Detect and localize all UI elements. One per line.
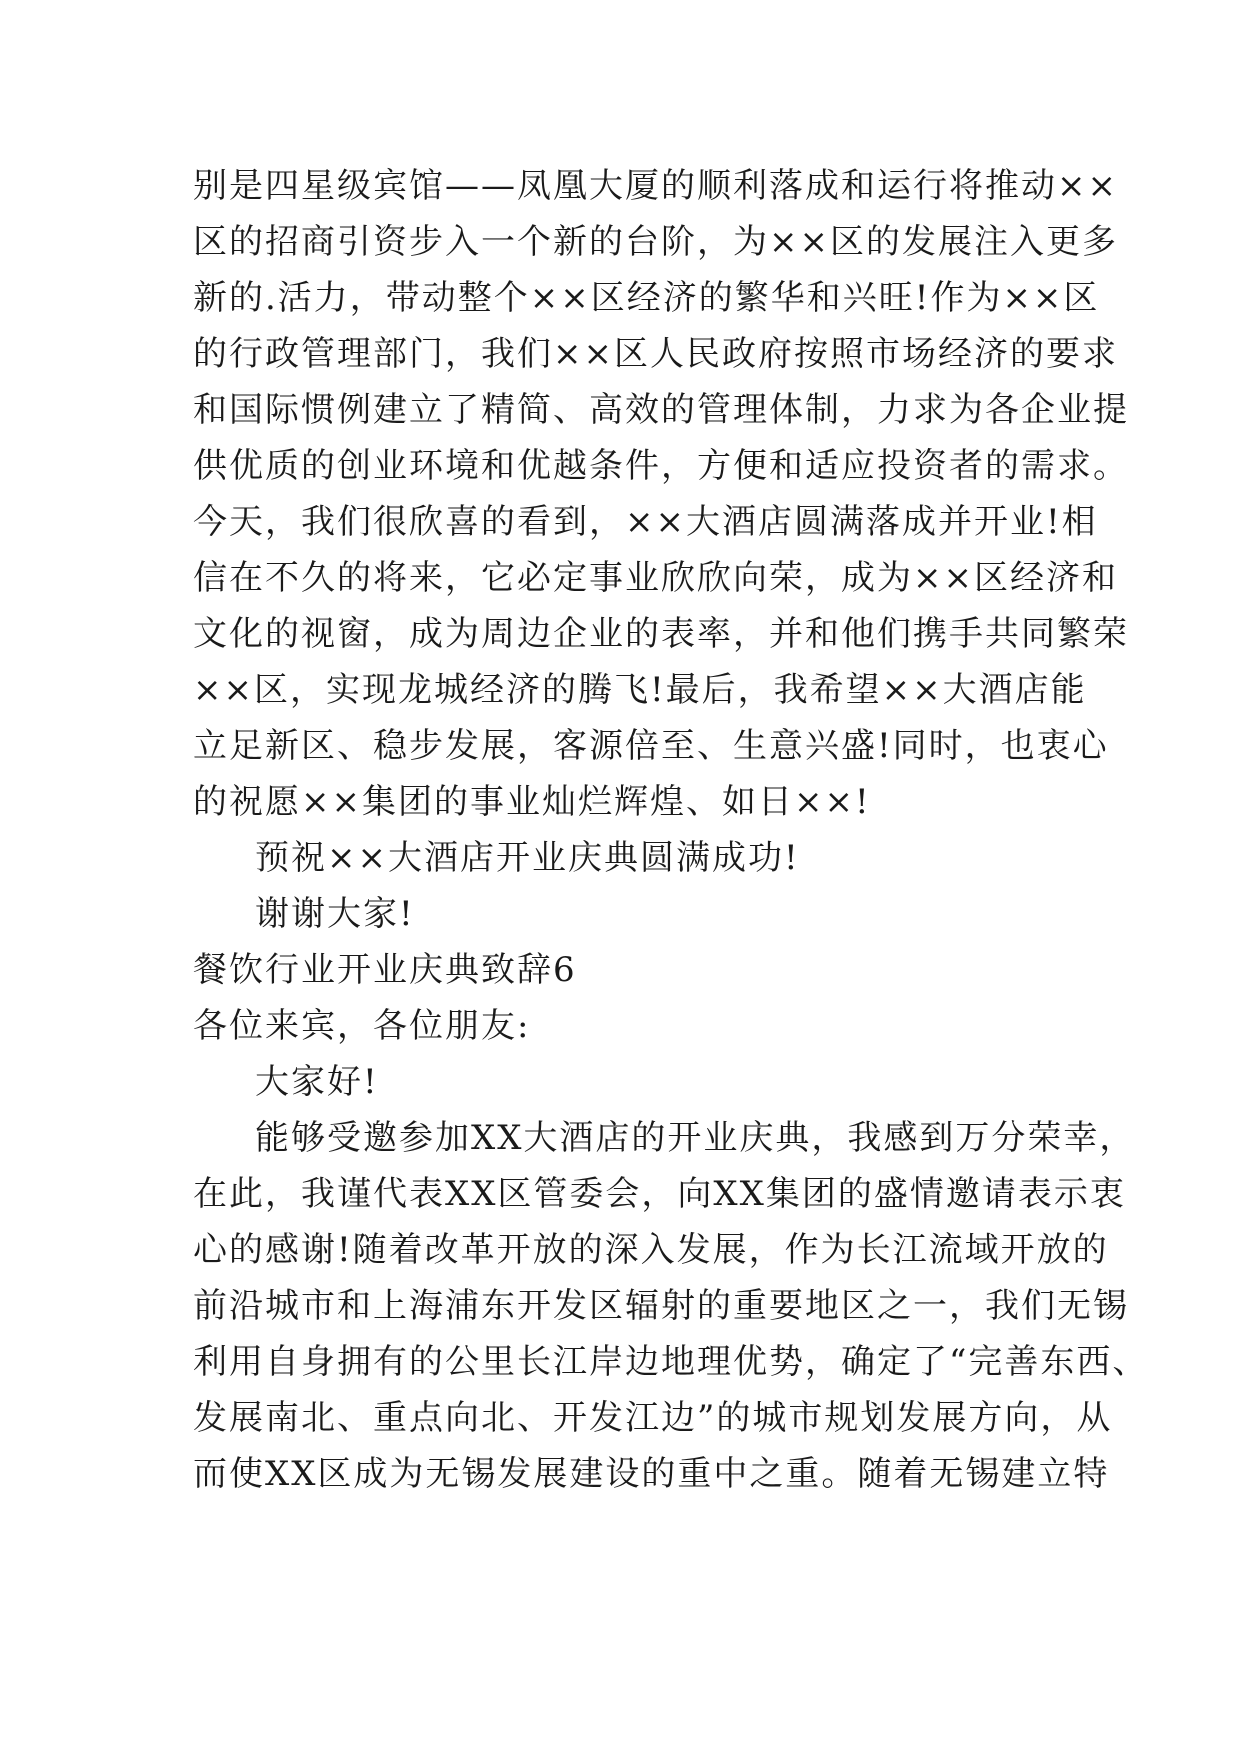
paragraph-line: 今天，我们很欣喜的看到，××大酒店圆满落成并开业!相 bbox=[193, 502, 1098, 542]
paragraph-line: 别是四星级宾馆——凤凰大厦的顺利落成和运行将推动×× bbox=[193, 166, 1118, 206]
closing-wish: 预祝××大酒店开业庆典圆满成功! bbox=[255, 838, 800, 878]
greeting: 大家好! bbox=[255, 1062, 379, 1102]
paragraph-line: 的行政管理部门，我们××区人民政府按照市场经济的要求 bbox=[193, 334, 1118, 374]
paragraph-line: 在此，我谨代表XX区管委会，向XX集团的盛情邀请表示衷 bbox=[193, 1174, 1126, 1214]
paragraph-line: 的祝愿××集团的事业灿烂辉煌、如日××! bbox=[193, 782, 871, 822]
paragraph-line: 立足新区、稳步发展，客源倍至、生意兴盛!同时，也衷心 bbox=[193, 726, 1109, 766]
paragraph-line: 信在不久的将来，它必定事业欣欣向荣，成为××区经济和 bbox=[193, 558, 1118, 598]
paragraph-line: 和国际惯例建立了精简、高效的管理体制，力求为各企业提 bbox=[193, 390, 1129, 430]
paragraph-line: 能够受邀参加XX大酒店的开业庆典，我感到万分荣幸， bbox=[255, 1118, 1136, 1158]
paragraph-line: 供优质的创业环境和优越条件，方便和适应投资者的需求。 bbox=[193, 446, 1129, 486]
paragraph-line: 发展南北、重点向北、开发江边”的城市规划发展方向，从 bbox=[193, 1398, 1113, 1438]
section-title: 餐饮行业开业庆典致辞6 bbox=[193, 950, 577, 990]
paragraph-line: 心的感谢!随着改革开放的深入发展，作为长江流域开放的 bbox=[193, 1230, 1109, 1270]
paragraph-line: 区的招商引资步入一个新的台阶，为××区的发展注入更多 bbox=[193, 222, 1118, 262]
paragraph-line: ××区，实现龙城经济的腾飞!最后，我希望××大酒店能 bbox=[193, 670, 1087, 710]
paragraph-line: 而使XX区成为无锡发展建设的重中之重。随着无锡建立特 bbox=[193, 1454, 1110, 1494]
closing-thanks: 谢谢大家! bbox=[255, 894, 415, 934]
paragraph-line: 文化的视窗，成为周边企业的表率，并和他们携手共同繁荣 bbox=[193, 614, 1129, 654]
paragraph-line: 利用自身拥有的公里长江岸边地理优势，确定了“完善东西、 bbox=[193, 1342, 1149, 1382]
salutation: 各位来宾，各位朋友: bbox=[193, 1006, 531, 1046]
paragraph-line: 新的.活力，带动整个××区经济的繁华和兴旺!作为××区 bbox=[193, 278, 1100, 318]
paragraph-line: 前沿城市和上海浦东开发区辐射的重要地区之一，我们无锡 bbox=[193, 1286, 1129, 1326]
